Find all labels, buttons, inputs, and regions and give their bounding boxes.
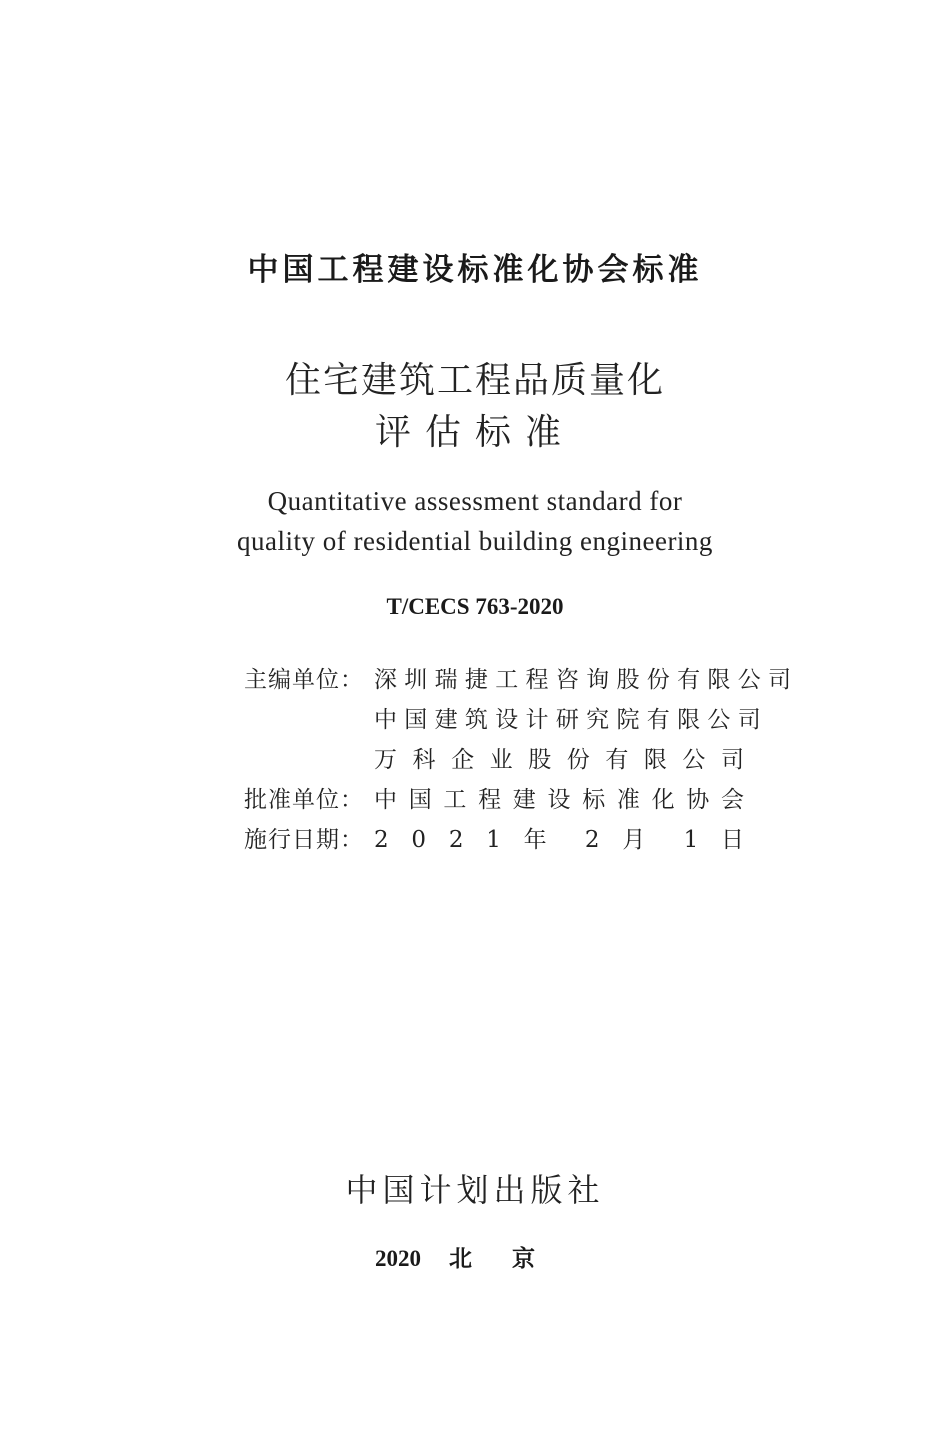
approver-row: [244, 777, 744, 817]
approver-label: 批准单位：: [244, 786, 364, 813]
approver: 中 国 工 程 建 设 标 准 化 协 会: [374, 786, 744, 813]
publisher-name: 中国计划出版社: [345, 1171, 605, 1209]
info-block: [244, 657, 792, 857]
effective-label: 施行日期：: [244, 826, 364, 853]
editor-row-1: [244, 657, 792, 697]
editor-row-2: [244, 697, 761, 737]
imprint-city: 北京: [449, 1246, 575, 1272]
series-title: 中国工程建设标准化协会标准: [247, 252, 703, 288]
editor-2: 中 国 建 筑 设 计 研 究 院 有 限 公 司: [374, 706, 761, 733]
document-title-line-1: 住宅建筑工程品质量化: [284, 360, 665, 401]
editor-row-3: [244, 737, 744, 777]
effective-date-row: [244, 817, 744, 857]
english-title-line-1: Quantitative assessment standard for: [267, 486, 683, 516]
editor-3: 万 科 企 业 股 份 有 限 公 司: [374, 746, 744, 773]
standard-code: T/CECS 763-2020: [386, 594, 564, 619]
imprint-year: 2020: [375, 1246, 421, 1271]
editor-label: 主编单位：: [244, 666, 364, 693]
effective-date: 2 0 2 1 年 2 月 1 日: [374, 826, 744, 853]
editor-1: 深 圳 瑞 捷 工 程 咨 询 股 份 有 限 公 司: [374, 666, 792, 693]
document-title-line-2: 评估标准: [374, 412, 575, 453]
english-title-line-2: quality of residential building engineering: [237, 526, 713, 556]
imprint: [0, 1240, 950, 1273]
